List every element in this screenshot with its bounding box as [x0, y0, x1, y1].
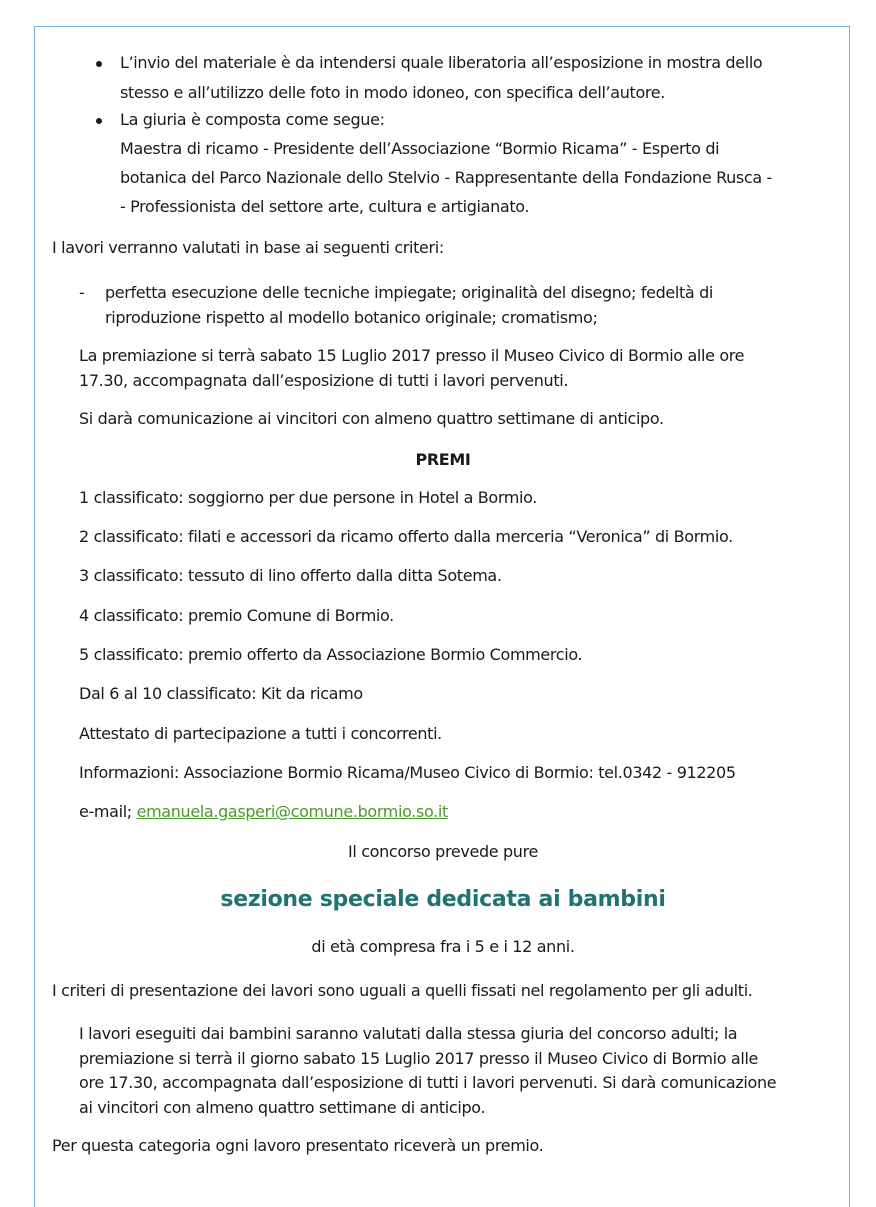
children-text-line4: ai vincitori con almeno quattro settimane di anticipo.	[79, 1098, 486, 1117]
participation-certificate: Attestato di partecipazione a tutti i concorrenti.	[79, 724, 442, 743]
rules-bullet2-line2: Maestra di ricamo - Presidente dell’Associazione “Bormio Ricama” - Esperto di	[120, 139, 720, 158]
award-notice: Si darà comunicazione ai vincitori con almeno quattro settimane di anticipo.	[79, 409, 664, 428]
contact-info: Informazioni: Associazione Bormio Ricama/Museo Civico di Bormio: tel.0342 - 912205	[79, 763, 736, 782]
document-page	[34, 26, 850, 1207]
prizes-heading: PREMI	[415, 450, 471, 469]
prize-4: 4 classificato: premio Comune di Bormio.	[79, 606, 394, 625]
email-link[interactable]: emanuela.gasperi@comune.bormio.so.it	[136, 802, 448, 821]
children-criteria: I criteri di presentazione dei lavori sono uguali a quelli fissati nel regolamento per gli adulti.	[52, 981, 753, 1000]
award-event-line2: 17.30, accompagnata dall’esposizione di tutti i lavori pervenuti.	[79, 371, 569, 390]
criteria-intro: I lavori verranno valutati in base ai seguenti criteri:	[52, 238, 444, 257]
children-final-note: Per questa categoria ogni lavoro presentato riceverà un premio.	[52, 1136, 544, 1155]
children-text-line1: I lavori eseguiti dai bambini saranno valutati dalla stessa giuria del concorso adulti; la	[79, 1024, 738, 1043]
rules-bullet1-line1: L’invio del materiale è da intendersi quale liberatoria all’esposizione in mostra dello	[120, 53, 763, 72]
children-text-line2: premiazione si terrà il giorno sabato 15 Luglio 2017 presso il Museo Civico di Bormio alle	[79, 1049, 759, 1068]
bullet-icon	[96, 118, 102, 124]
dash-bullet: -	[79, 283, 85, 302]
prize-2: 2 classificato: filati e accessori da ricamo offerto dalla merceria “Veronica” di Bormio.	[79, 527, 733, 546]
bullet-icon	[96, 61, 102, 67]
email-line	[79, 802, 448, 822]
children-text-line3: ore 17.30, accompagnata dall’esposizione di tutti i lavori pervenuti. Si darà comunicazione	[79, 1073, 777, 1092]
prize-1: 1 classificato: soggiorno per due persone in Hotel a Bormio.	[79, 488, 538, 507]
criteria-item-line2: riproduzione rispetto al modello botanico originale; cromatismo;	[105, 308, 598, 327]
rules-bullet2-line4: - Professionista del settore arte, cultura e artigianato.	[120, 197, 530, 216]
prize-5: 5 classificato: premio offerto da Associazione Bormio Commercio.	[79, 645, 583, 664]
rules-bullet2-line3: botanica del Parco Nazionale dello Stelvio - Rappresentante della Fondazione Rusca -	[120, 168, 772, 187]
criteria-item-line1: perfetta esecuzione delle tecniche impiegate; originalità del disegno; fedeltà di	[105, 283, 714, 302]
children-section-title: sezione speciale dedicata ai bambini	[220, 887, 666, 912]
rules-bullet2-line1: La giuria è composta come segue:	[120, 110, 385, 129]
email-label: e-mail;	[79, 802, 137, 821]
rules-bullet1-line2: stesso e all’utilizzo delle foto in modo idoneo, con specifica dell’autore.	[120, 83, 665, 102]
award-event-line1: La premiazione si terrà sabato 15 Luglio 2017 presso il Museo Civico di Bormio alle ore	[79, 346, 745, 365]
prize-3: 3 classificato: tessuto di lino offerto dalla ditta Sotema.	[79, 566, 502, 585]
prize-6-10: Dal 6 al 10 classificato: Kit da ricamo	[79, 684, 363, 703]
children-age-range: di età compresa fra i 5 e i 12 anni.	[311, 937, 575, 956]
children-intro: Il concorso prevede pure	[348, 842, 538, 861]
